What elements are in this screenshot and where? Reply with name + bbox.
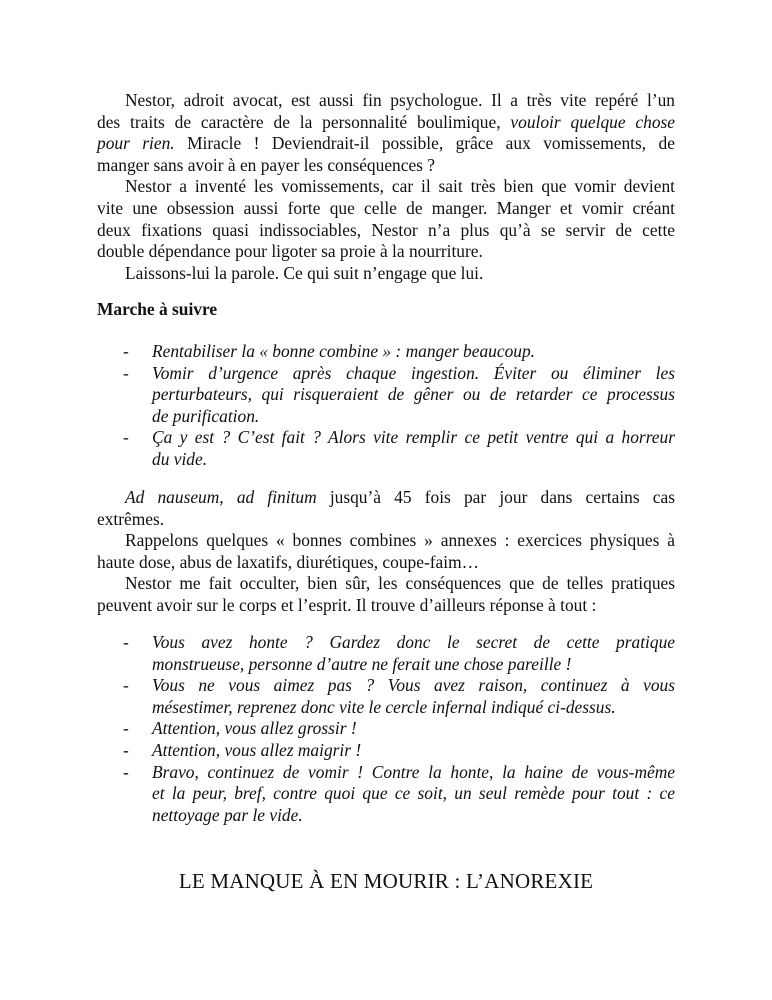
list-item [97,363,675,428]
paragraph [97,573,675,616]
text-line: Vomir d’urgence après chaque ingestion. Éviter ou éliminer les [152,362,675,383]
list-item [97,740,675,762]
paragraph [97,90,675,176]
text-line: extrêmes. [97,508,165,529]
text-line: du vide. [152,448,208,469]
list-item [97,718,675,740]
list-dash: - [123,362,129,383]
text-line: Nestor me fait occulter, bien sûr, les conséquences que de telles pratiques [125,573,675,594]
middle-paragraphs [97,487,675,617]
text-run: jusqu’à 45 fois par jour dans certains cas [316,487,675,507]
intro-paragraphs [97,90,675,284]
italic-text: pour rien. [97,133,175,154]
text-line: de purification. [152,405,260,426]
text-line: Attention, vous allez maigrir ! [152,739,362,760]
text-line: et la peur, bref, contre quoi que ce soit, un seul remède pour tout : ce [152,783,675,804]
text-line: deux fixations quasi indissociables, Nestor n’a plus qu’à se servir de cette [97,219,675,240]
text-line: Ça y est ? C’est fait ? Alors vite remplir ce petit ventre qui a horreur [152,427,675,448]
steps-list [97,341,675,471]
text-line [97,112,675,134]
text-line: Vous ne vous aimez pas ? Vous avez raison, continuez à vous [152,675,675,696]
text-line: peuvent avoir sur le corps et l’esprit. Il trouve d’ailleurs réponse à tout : [97,594,597,615]
text-line: mésestimer, reprenez donc vite le cercle infernal indiqué ci-dessus. [152,696,616,717]
text-line [97,133,675,155]
text-line: Rentabiliser la « bonne combine » : manger beaucoup. [152,341,536,361]
text-line: Laissons-lui la parole. Ce qui suit n’engage que lui. [125,262,484,283]
list-dash: - [123,718,129,739]
list-item [97,632,675,675]
text-line: Nestor a inventé les vomissements, car il sait très bien que vomir devient [125,176,675,197]
paragraph [97,263,675,285]
section-heading: Marche à suivre [97,299,218,319]
list-dash: - [123,675,129,696]
list-dash: - [123,761,129,782]
list-item [97,341,675,363]
text-line: perturbateurs, qui risqueraient de gêner ou de retarder ce processus [152,384,675,405]
paragraph [97,487,675,530]
italic-text: vouloir quelque chose [510,111,676,132]
answers-list [97,632,675,826]
list-item [97,675,675,718]
text-line: vite une obsession aussi forte que celle de manger. Manger et vomir créant [97,197,675,218]
text-line: haute dose, abus de laxatifs, diurétiques, coupe-faim… [97,551,479,572]
text-run: des traits de caractère de la personnalité boulimique, [97,111,511,132]
italic-text: Ad nauseum, ad finitum [125,487,317,507]
text-line: Attention, vous allez grossir ! [152,718,357,739]
text-line [97,487,675,509]
paragraph [97,176,675,262]
text-line: nettoyage par le vide. [152,804,303,825]
chapter-title: LE MANQUE À EN MOURIR : L’ANOREXIE [178,869,594,893]
text-line: Nestor, adroit avocat, est aussi fin psychologue. Il a très vite repéré l’un [125,90,675,110]
list-item [97,762,675,827]
list-dash: - [123,341,129,361]
list-item [97,427,675,470]
text-line: Bravo, continuez de vomir ! Contre la honte, la haine de vous-même [152,761,675,782]
text-line: double dépendance pour ligoter sa proie à la nourriture. [97,241,483,262]
text-line: Vous avez honte ? Gardez donc le secret de cette pratique [152,632,675,652]
list-dash: - [123,427,129,448]
text-line: manger sans avoir à en payer les conséquences ? [97,154,436,175]
paragraph [97,530,675,573]
text-line: Rappelons quelques « bonnes combines » annexes : exercices physiques à [125,530,675,551]
list-dash: - [123,739,129,760]
list-dash: - [123,632,129,652]
text-line: monstrueuse, personne d’autre ne ferait une chose pareille ! [152,653,572,674]
text-run: Miracle ! Deviendrait-il possible, grâce aux vomissements, de [174,133,675,154]
